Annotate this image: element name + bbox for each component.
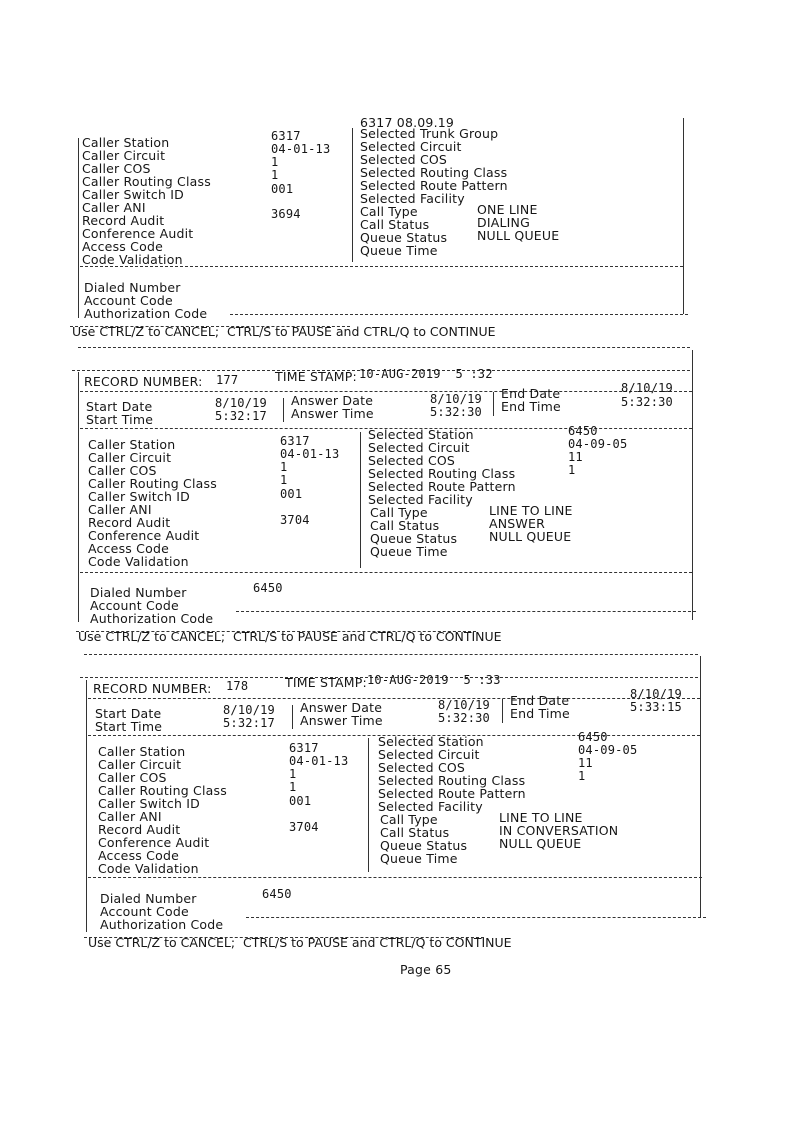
answer-time-label: Answer Time [291,406,374,421]
selected-routing-class-value: 1 [578,769,586,783]
start-date-label: Start Date [86,399,153,414]
caller-circuit-label: Caller Circuit [88,450,172,465]
separator [246,917,706,918]
dialed-number-value: 6450 [253,581,283,595]
start-time-value: 5:32:17 [215,409,267,423]
caller-switch-id-value: 001 [280,487,303,501]
call-status-value: ANSWER [489,516,545,531]
conference-audit-label: Conference Audit [82,226,194,241]
caller-switch-id-value: 001 [289,794,312,808]
selected-station-value: 6450 [578,730,608,744]
record-audit-label: Record Audit [98,822,181,837]
caller-cos-label: Caller COS [98,770,167,785]
selected-route-pattern-label: Selected Route Pattern [368,479,516,494]
record-number-value: 177 [216,373,239,387]
caller-cos-value: 1 [271,155,279,169]
queue-status-value: NULL QUEUE [477,228,560,243]
selected-cos-value: 11 [578,756,593,770]
authorization-code-label: Authorization Code [84,306,208,321]
start-time-label: Start Time [95,719,163,734]
call-type-value: LINE TO LINE [489,503,573,518]
start-date-value: 8/10/19 [215,396,267,410]
caller-routing-class-value: 1 [289,780,297,794]
selected-routing-class-value: 1 [568,463,576,477]
selected-circuit-label: Selected Circuit [378,747,480,762]
queue-time-label: Queue Time [370,544,448,559]
queue-status-label: Queue Status [370,531,458,546]
access-code-label: Access Code [98,848,179,863]
caller-circuit-label: Caller Circuit [82,148,166,163]
caller-cos-value: 1 [289,767,297,781]
answer-date-label: Answer Date [291,393,374,408]
selected-routing-class-label: Selected Routing Class [378,773,526,788]
left-border [86,680,87,932]
record-audit-value: 3694 [271,207,301,221]
end-date-value: 8/10/19 [621,381,673,395]
record-audit-label: Record Audit [88,515,171,530]
caller-switch-id-label: Caller Switch ID [98,796,200,811]
caller-routing-class-value: 1 [280,473,288,487]
queue-status-label: Queue Status [380,838,468,853]
caller-cos-label: Caller COS [82,161,151,176]
end-date-label: End Date [501,386,561,401]
record-number-label: RECORD NUMBER: [84,374,203,389]
answer-date-label: Answer Date [300,700,383,715]
caller-ani-label: Caller ANI [82,200,146,215]
record-audit-value: 3704 [280,513,310,527]
selected-cos-label: Selected COS [378,760,466,775]
selected-routing-class-label: Selected Routing Class [368,466,516,481]
selected-facility-label: Selected Facility [360,191,465,206]
caller-switch-id-value: 001 [271,182,294,196]
caller-switch-id-label: Caller Switch ID [82,187,184,202]
selected-circuit-value: 04-09-05 [568,437,628,451]
caller-cos-label: Caller COS [88,463,157,478]
end-date-label: End Date [510,693,570,708]
selected-circuit-label: Selected Circuit [368,440,470,455]
account-code-label: Account Code [100,904,189,919]
access-code-label: Access Code [82,239,163,254]
end-date-value: 8/10/19 [630,687,682,701]
selected-circuit-label: Selected Circuit [360,139,462,154]
time-stamp-label: TIME STAMP: [285,675,367,690]
caller-cos-value: 1 [280,460,288,474]
call-type-value: ONE LINE [477,202,538,217]
start-time-value: 5:32:17 [223,716,275,730]
account-code-label: Account Code [90,598,179,613]
caller-routing-class-value: 1 [271,168,279,182]
caller-station-label: Caller Station [98,744,186,759]
control-hint: Use CTRL/Z to CANCEL; CTRL/S to PAUSE and CTRL/Q to CONTINUE [72,324,496,339]
record-number-value: 178 [226,679,249,693]
selected-cos-value: 11 [568,450,583,464]
end-time-label: End Time [501,399,561,414]
code-validation-label: Code Validation [82,252,183,267]
caller-routing-class-label: Caller Routing Class [98,783,227,798]
selected-cos-label: Selected COS [368,453,456,468]
caller-ani-label: Caller ANI [88,502,152,517]
time-stamp-value: 10-AUG-2019 5 :32 [359,367,493,381]
column-divider [502,699,503,723]
caller-routing-class-label: Caller Routing Class [82,174,211,189]
time-stamp-label: TIME STAMP: [275,369,357,384]
dialed-number-value: 6450 [262,887,292,901]
record-audit-value: 3704 [289,820,319,834]
code-validation-label: Code Validation [98,861,199,876]
access-code-label: Access Code [88,541,169,556]
answer-time-label: Answer Time [300,713,383,728]
account-code-label: Account Code [84,293,173,308]
separator [84,654,698,655]
call-type-label: Call Type [370,505,428,520]
caller-circuit-value: 04-01-13 [271,142,331,156]
caller-circuit-value: 04-01-13 [289,754,349,768]
selected-route-pattern-label: Selected Route Pattern [360,178,508,193]
control-hint: Use CTRL/Z to CANCEL; CTRL/S to PAUSE and CTRL/Q to CONTINUE [78,629,502,644]
call-status-label: Call Status [370,518,440,533]
authorization-code-label: Authorization Code [90,611,214,626]
end-time-label: End Time [510,706,570,721]
caller-station-label: Caller Station [88,437,176,452]
record-audit-label: Record Audit [82,213,165,228]
start-date-label: Start Date [95,706,162,721]
column-divider [292,705,293,729]
dialed-number-label: Dialed Number [100,891,197,906]
selected-station-label: Selected Station [378,734,484,749]
dialed-number-label: Dialed Number [84,280,181,295]
selected-station-label: Selected Station [368,427,474,442]
time-stamp-value: 10-AUG-2019 5 :33 [367,673,501,687]
caller-station-label: Caller Station [82,135,170,150]
queue-status-label: Queue Status [360,230,448,245]
selected-station-value: 6450 [568,424,598,438]
code-validation-label: Code Validation [88,554,189,569]
queue-time-label: Queue Time [380,851,458,866]
caller-circuit-label: Caller Circuit [98,757,182,772]
caller-switch-id-label: Caller Switch ID [88,489,190,504]
call-status-label: Call Status [360,217,430,232]
start-date-value: 8/10/19 [223,703,275,717]
call-type-value: LINE TO LINE [499,810,583,825]
queue-status-value: NULL QUEUE [499,836,582,851]
selected-routing-class-label: Selected Routing Class [360,165,508,180]
queue-time-label: Queue Time [360,243,438,258]
caller-station-value: 6317 [289,741,319,755]
page-number: Page 65 [400,962,452,977]
start-time-label: Start Time [86,412,154,427]
selected-cos-label: Selected COS [360,152,448,167]
call-type-label: Call Type [360,204,418,219]
selected-circuit-value: 04-09-05 [578,743,638,757]
end-time-value: 5:33:15 [630,700,682,714]
authorization-code-label: Authorization Code [100,917,224,932]
conference-audit-label: Conference Audit [88,528,200,543]
selected-facility-label: Selected Facility [378,799,483,814]
control-hint: Use CTRL/Z to CANCEL; CTRL/S to PAUSE and CTRL/Q to CONTINUE [88,935,512,950]
caller-ani-label: Caller ANI [98,809,162,824]
caller-station-value: 6317 [280,434,310,448]
call-status-value: DIALING [477,215,530,230]
separator [88,698,700,699]
selected-route-pattern-label: Selected Route Pattern [378,786,526,801]
column-divider [368,738,369,872]
end-time-value: 5:32:30 [621,395,673,409]
call-status-label: Call Status [380,825,450,840]
answer-time-value: 5:32:30 [430,405,482,419]
separator [88,877,702,878]
selected-trunk-group-label: Selected Trunk Group [360,126,499,141]
answer-date-value: 8/10/19 [430,392,482,406]
caller-circuit-value: 04-01-13 [280,447,340,461]
queue-status-value: NULL QUEUE [489,529,572,544]
right-border [700,656,701,918]
call-status-value: IN CONVERSATION [499,823,619,838]
block-header: 6317 08.09.19 [360,115,455,130]
call-type-label: Call Type [380,812,438,827]
conference-audit-label: Conference Audit [98,835,210,850]
record-number-label: RECORD NUMBER: [93,681,212,696]
answer-date-value: 8/10/19 [438,698,490,712]
caller-routing-class-label: Caller Routing Class [88,476,217,491]
answer-time-value: 5:32:30 [438,711,490,725]
dialed-number-label: Dialed Number [90,585,187,600]
selected-facility-label: Selected Facility [368,492,473,507]
caller-station-value: 6317 [271,129,301,143]
